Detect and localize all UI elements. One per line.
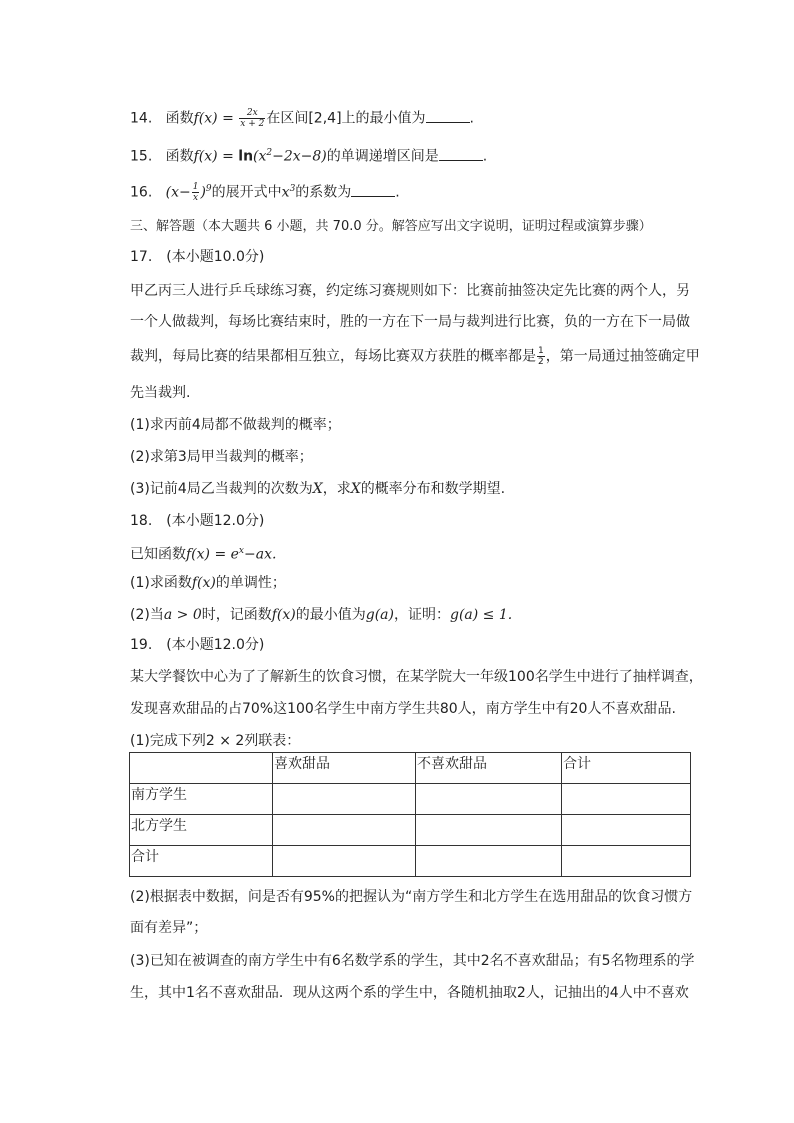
question-19-sub-3-line-2: 生，其中1名不喜欢甜品．现从这两个系的学生中，各随机抽取2人，记抽出的4人中不喜欢 [130, 985, 689, 1001]
question-14: 14. 函数f(x) = $\frac{2x}{x + 2}$ 在区间[2,4]上的最小值为 . [130, 108, 474, 129]
table-row-label: 北方学生 [130, 815, 273, 846]
question-18-sub-1: (1)求函数f(x)的单调性； [130, 575, 286, 591]
question-17-text-4: 先当裁判. [130, 385, 191, 401]
question-18-header: 18. (本小题12.0分) [130, 513, 265, 529]
table-cell [130, 753, 273, 784]
question-19-sub-2-line-1: (2)根据表中数据，问是否有95%的把握认为“南方学生和北方学生在选用甜品的饮食习惯方 [130, 889, 693, 905]
table-header-row [130, 753, 691, 784]
section-3-heading: 三、解答题（本大题共 6 小题，共 70.0 分。解答应写出文字说明，证明过程或演算步骤） [130, 219, 652, 234]
question-17-text-3: 裁判，每局比赛的结果都相互独立，每场比赛双方获胜的概率都是 $\frac{1}{2}$ ，第一局通过抽签确定甲 [130, 346, 700, 367]
question-19-sub-1: (1)完成下列2 × 2列联表： [130, 733, 301, 749]
fraction-2x-over-x-plus-2: $\frac{2x}{x + 2}$ [240, 108, 265, 129]
answer-blank-16 [351, 184, 395, 197]
table-row-label: 合计 [130, 846, 273, 877]
question-19-header: 19. (本小题12.0分) [130, 637, 265, 653]
answer-blank-14 [426, 110, 470, 123]
answer-blank-15 [439, 148, 483, 161]
question-18-text-1: 已知函数$f(x) = e^x-ax$. [130, 546, 277, 563]
question-19-sub-3-line-1: (3)已知在被调查的南方学生中有6名数学系的学生，其中2名不喜欢甜品；有5名物理系的学 [130, 953, 695, 969]
contingency-table [129, 752, 691, 877]
table-cell [273, 846, 416, 877]
table-row [130, 784, 691, 815]
table-row-label: 南方学生 [130, 784, 273, 815]
fraction-one-half: $\frac{1}{2}$ [538, 346, 544, 367]
table-header-like-sweets: 喜欢甜品 [273, 753, 416, 784]
question-17-sub-1: (1)求丙前4局都不做裁判的概率； [130, 417, 341, 433]
question-19-text-2: 发现喜欢甜品的占70%这100名学生中南方学生共80人，南方学生中有20人不喜欢甜品. [130, 701, 676, 717]
table-cell [562, 846, 691, 877]
table-cell [416, 784, 562, 815]
question-17-text-2: 一个人做裁判，每场比赛结束时，胜的一方在下一局与裁判进行比赛，负的一方在下一局做 [130, 314, 690, 330]
question-15: 15. 函数$f(x) = \ln(x^2-2x-8)$的单调递增区间是 . [130, 148, 488, 165]
table-cell [562, 815, 691, 846]
question-17-sub-3: (3)记前4局乙当裁判的次数为X，求X的概率分布和数学期望. [130, 481, 506, 497]
question-17-sub-2: (2)求第3局甲当裁判的概率； [130, 449, 313, 465]
question-17-header: 17. (本小题10.0分) [130, 249, 265, 265]
question-19-sub-2-line-2: 面有差异”； [130, 920, 208, 936]
table-cell [416, 846, 562, 877]
table-row [130, 815, 691, 846]
table-cell [416, 815, 562, 846]
question-18-sub-2: (2)当a > 0时，记函数f(x)的最小值为g(a)，证明：g(a) ≤ 1. [130, 607, 513, 623]
table-row [130, 846, 691, 877]
table-cell [273, 784, 416, 815]
table-cell [273, 815, 416, 846]
table-header-dislike-sweets: 不喜欢甜品 [416, 753, 562, 784]
table-header-total: 合计 [562, 753, 691, 784]
question-17-text-1: 甲乙丙三人进行乒乓球练习赛，约定练习赛规则如下：比赛前抽签决定先比赛的两个人，另 [130, 283, 690, 299]
table-cell [562, 784, 691, 815]
fraction-1-over-x: $\frac{1}{x}$ [192, 182, 199, 204]
question-19-text-1: 某大学餐饮中心为了了解新生的饮食习惯，在某学院大一年级100名学生中进行了抽样调查， [130, 669, 703, 685]
question-16: 16. (x− $\frac{1}{x}$ )$^9$的展开式中$x^3$的系数为 . [130, 182, 400, 204]
